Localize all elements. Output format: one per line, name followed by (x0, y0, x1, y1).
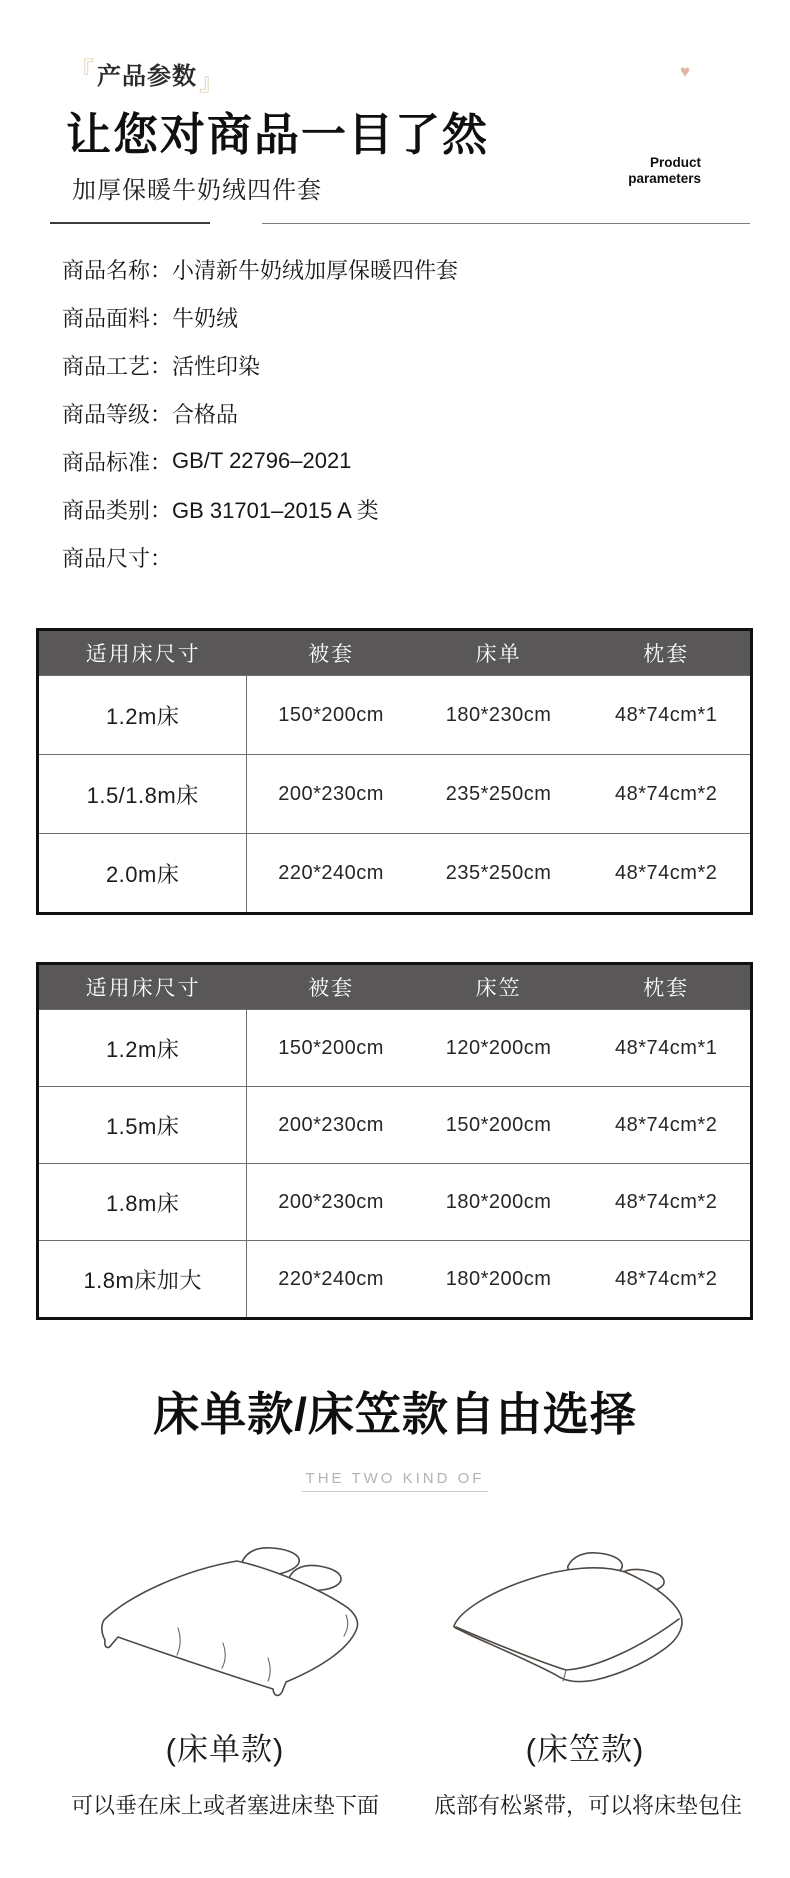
cell-duvet-cover: 150*200cm (278, 1036, 384, 1059)
heart-icon: ♥ (680, 62, 691, 81)
cell-fitted-sheet: 180*200cm (445, 1190, 552, 1213)
close-bracket-icon: 』 (199, 69, 224, 96)
spec-row-size (62, 533, 458, 581)
section-tag (70, 56, 224, 96)
english-caption-line1: Product (649, 155, 701, 170)
cell-flat-sheet: 235*250cm (445, 782, 552, 805)
choice-section-title: 床单款/床笠款自由选择 (153, 1388, 637, 1440)
cell-duvet-cover: 150*200cm (278, 703, 384, 726)
column-header: 适用床尺寸 (85, 977, 201, 1000)
cell-pillowcase: 48*74cm*2 (615, 1113, 718, 1136)
cell-bed-size: 1.2m床 (39, 1010, 247, 1086)
column-header: 被套 (308, 977, 355, 1000)
flat-sheet-illustration (92, 1540, 382, 1712)
spec-list (62, 245, 458, 581)
cell-fitted-sheet: 150*200cm (445, 1113, 552, 1136)
cell-duvet-cover: 220*240cm (278, 1267, 384, 1290)
flat-sheet-label: (床单款) (165, 1732, 285, 1767)
fitted-sheet-illustration (438, 1546, 708, 1706)
column-header: 适用床尺寸 (85, 643, 201, 666)
divider-segment-left (50, 222, 210, 224)
cell-pillowcase: 48*74cm*2 (615, 782, 718, 805)
page-title: 让您对商品一目了然 (66, 109, 490, 160)
cell-pillowcase: 48*74cm*1 (615, 703, 718, 726)
cell-pillowcase: 48*74cm*2 (615, 861, 718, 884)
cell-flat-sheet: 235*250cm (445, 861, 552, 884)
column-header: 枕套 (643, 977, 690, 1000)
table-row (39, 1240, 750, 1317)
column-header: 床单 (475, 643, 522, 666)
cell-pillowcase: 48*74cm*1 (615, 1036, 718, 1059)
page-subtitle: 加厚保暖牛奶绒四件套 (72, 177, 322, 204)
fitted-sheet-caption: 底部有松紧带，可以将床垫包住 (433, 1793, 742, 1818)
spec-row-standard (62, 437, 458, 485)
english-caption (541, 155, 701, 187)
table-row (39, 833, 750, 912)
spec-row-craft (62, 341, 458, 389)
cell-fitted-sheet: 180*200cm (445, 1267, 552, 1290)
size-table-fitted (36, 962, 753, 1320)
table-row (39, 754, 750, 833)
spec-value: 合格品 (172, 401, 239, 427)
cell-bed-size: 1.5/1.8m床 (39, 755, 247, 833)
cell-duvet-cover: 220*240cm (278, 861, 384, 884)
spec-label: 商品工艺： (62, 353, 173, 379)
spec-label: 商品等级： (62, 401, 173, 427)
cell-flat-sheet: 180*230cm (445, 703, 552, 726)
table-header-row (39, 631, 750, 675)
cell-bed-size: 1.5m床 (39, 1087, 247, 1163)
cell-bed-size: 2.0m床 (39, 834, 247, 912)
spec-row-fabric (62, 293, 458, 341)
column-header: 枕套 (643, 643, 690, 666)
spec-value: 牛奶绒 (172, 305, 239, 331)
spec-value: 小清新牛奶绒加厚保暖四件套 (172, 257, 459, 283)
spec-label: 商品类别： (62, 497, 173, 523)
spec-value: 活性印染 (172, 353, 261, 379)
spec-label: 商品标准： (62, 449, 173, 475)
cell-bed-size: 1.2m床 (39, 676, 247, 754)
table-header-row (39, 965, 750, 1009)
column-header: 床笠 (475, 977, 522, 1000)
table-row (39, 1086, 750, 1163)
cell-duvet-cover: 200*230cm (278, 1113, 384, 1136)
column-header: 被套 (308, 643, 355, 666)
english-caption-line2: parameters (628, 171, 701, 187)
spec-label: 商品名称： (62, 257, 173, 283)
divider-segment-right (262, 223, 750, 224)
cell-fitted-sheet: 120*200cm (445, 1036, 552, 1059)
choice-subtitle-text: THE TWO KIND OF (302, 1470, 489, 1492)
spec-row-grade (62, 389, 458, 437)
flat-sheet-caption: 可以垂在床上或者塞进床垫下面 (70, 1793, 379, 1818)
spec-label: 商品尺寸： (62, 545, 173, 571)
cell-duvet-cover: 200*230cm (278, 1190, 384, 1213)
size-table-sheet (36, 628, 753, 915)
section-tag-label: 产品参数 (97, 63, 197, 90)
table-row (39, 675, 750, 754)
table-row (39, 1009, 750, 1086)
spec-label: 商品面料： (62, 305, 173, 331)
spec-row-name (62, 245, 458, 293)
cell-duvet-cover: 200*230cm (278, 782, 384, 805)
cell-bed-size: 1.8m床 (39, 1164, 247, 1240)
cell-pillowcase: 48*74cm*2 (615, 1190, 718, 1213)
spec-value: GB/T 22796–2021 (172, 448, 352, 473)
open-bracket-icon: 『 (70, 58, 95, 85)
fitted-sheet-label: (床笠款) (525, 1732, 645, 1767)
spec-row-category (62, 485, 458, 533)
cell-pillowcase: 48*74cm*2 (615, 1267, 718, 1290)
cell-bed-size: 1.8m床加大 (39, 1241, 247, 1317)
table-row (39, 1163, 750, 1240)
spec-value: GB 31701–2015 A 类 (172, 497, 379, 523)
choice-section-subtitle (0, 1470, 790, 1492)
